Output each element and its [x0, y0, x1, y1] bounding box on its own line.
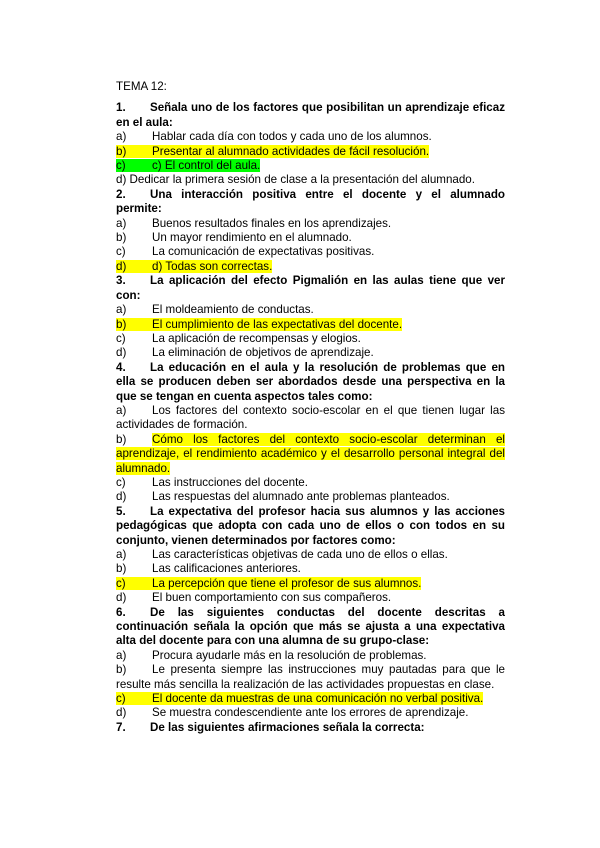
highlighted-answer: b) Presentar al alumnado actividades de fácil resolución. — [116, 144, 430, 158]
highlighted-answer: c) El docente da muestras de una comunicación no verbal positiva. — [116, 692, 484, 706]
question-6 — [116, 606, 505, 649]
question-number: 1. — [116, 101, 126, 115]
option-3b — [116, 318, 505, 332]
highlighted-answer: Cómo los factores del contexto socio-escolar determinan el aprendizaje, el rendimiento académico y el desarrollo personal integral del alumnado. — [116, 432, 505, 475]
question-number: 4. — [116, 360, 126, 374]
question-text: Señala uno de los factores que posibilitan un aprendizaje eficaz en el aula: — [116, 101, 505, 129]
option-4a: a) Los factores del contexto socio-escolar en el que tienen lugar las actividades de formación. — [116, 403, 505, 432]
option-6c — [116, 692, 505, 706]
option-2b: b) Un mayor rendimiento en el alumnado. — [116, 231, 352, 245]
option-2a: a) Buenos resultados finales en los aprendizajes. — [116, 216, 392, 230]
option-4d: d) Las respuestas del alumnado ante problemas planteados. — [116, 490, 450, 504]
question-text: De las siguientes afirmaciones señala la correcta: — [150, 720, 425, 734]
option-4c: c) Las instrucciones del docente. — [116, 475, 308, 489]
question-number: 7. — [116, 720, 126, 734]
option-5c — [116, 577, 505, 591]
option-2c: c) La comunicación de expectativas positivas. — [116, 245, 375, 259]
question-number: 3. — [116, 274, 126, 288]
page-title: TEMA 12: — [116, 80, 167, 93]
option-6a: a) Procura ayudarle más en la resolución de problemas. — [116, 648, 427, 662]
option-1c — [116, 159, 505, 173]
question-4 — [116, 361, 505, 404]
question-5 — [116, 505, 505, 548]
question-1 — [116, 101, 505, 130]
option-1a: a) Hablar cada día con todos y cada uno de los alumnos. — [116, 130, 432, 144]
option-4b: b) Cómo los factores del contexto socio-escolar determinan el aprendizaje, el rendimiento académico y el desarrollo personal integral del alumnado. — [116, 432, 505, 475]
highlighted-answer: b) El cumplimiento de las expectativas del docente. — [116, 317, 403, 331]
option-3a: a) El moldeamiento de conductas. — [116, 303, 314, 317]
question-text: La educación en el aula y la resolución de problemas que en ella se producen deben ser abordados desde una perspectiva en la que se tengan en cuenta aspectos tales como: — [116, 360, 505, 403]
option-5a: a) Las características objetivas de cada uno de ellos o ellas. — [116, 548, 448, 561]
highlighted-answer: c) La percepción que tiene el profesor de sus alumnos. — [116, 576, 422, 590]
question-3 — [116, 274, 505, 303]
question-text: La aplicación del efecto Pigmalión en las aulas tiene que ver con: — [116, 274, 505, 302]
question-text: Una interacción positiva entre el docente y el alumnado permite: — [116, 187, 505, 216]
document-page — [116, 80, 505, 735]
option-6d: d) Se muestra condescendiente ante los errores de aprendizaje. — [116, 706, 469, 720]
option-3c: c) La aplicación de recompensas y elogios. — [116, 331, 361, 345]
option-6b: b) Le presenta siempre las instrucciones muy pautadas para que le resulte más sencilla la realización de las actividades propuestas en clase. — [116, 663, 505, 691]
highlighted-answer: d) d) Todas son correctas. — [116, 259, 273, 273]
question-number: 5. — [116, 504, 126, 518]
option-2d — [116, 260, 505, 274]
option-1b — [116, 145, 505, 159]
question-text: La expectativa del profesor hacia sus alumnos y las acciones pedagógicas que adopta con cada uno de ellos o con todos en su conjunto, vienen determinados por factores como: — [116, 504, 505, 547]
option-1d: d) Dedicar la primera sesión de clase a la presentación del alumnado. — [116, 173, 475, 187]
question-2 — [116, 188, 505, 217]
question-number: 2. — [116, 187, 126, 201]
question-text: De las siguientes conductas del docente descritas a continuación señala la opción que más se ajusta a una expectativa alta del docente para con una alumna de su grupo-clase: — [116, 605, 505, 648]
option-5b: b) Las calificaciones anteriores. — [116, 562, 301, 576]
question-7 — [116, 721, 505, 735]
option-3d: d) La eliminación de objetivos de aprendizaje. — [116, 346, 374, 360]
question-number: 6. — [116, 605, 126, 619]
highlighted-answer: c) c) El control del aula. — [116, 159, 261, 173]
option-5d: d) El buen comportamiento con sus compañeros. — [116, 591, 392, 605]
